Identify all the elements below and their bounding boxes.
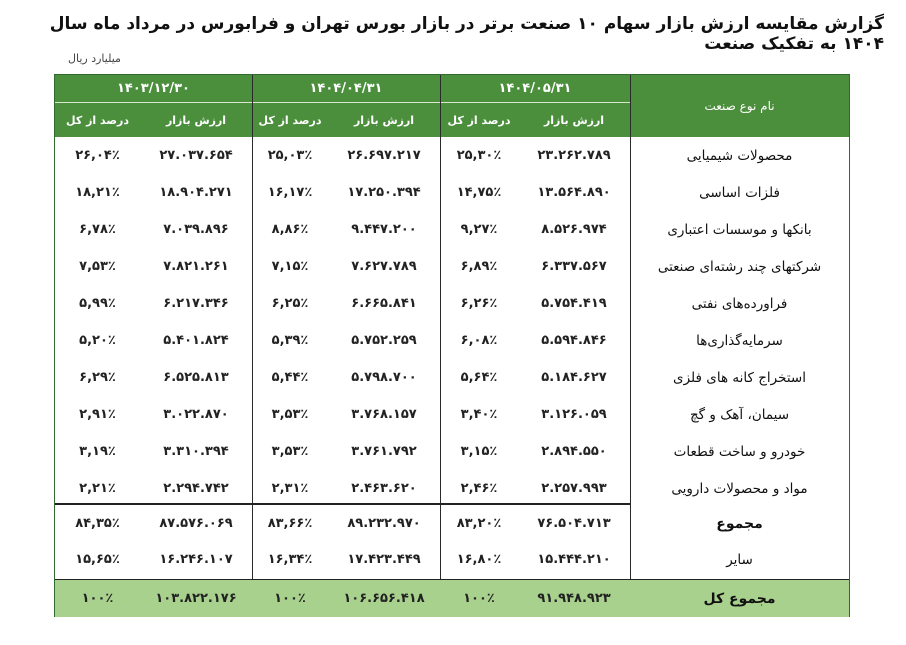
- percent-cell: ۸۳,۶۶٪: [267, 516, 313, 531]
- percent-cell: ۳,۴۰٪: [460, 407, 498, 422]
- percent-cell: ۹,۲۷٪: [460, 222, 498, 237]
- industry-name: مجموع: [716, 515, 763, 532]
- industry-name: بانکها و موسسات اعتباری: [667, 221, 812, 238]
- market-value-cell: ۱۳.۵۶۴.۸۹۰: [537, 185, 611, 200]
- percent-cell: ۶,۰۸٪: [460, 333, 498, 348]
- table-row: [55, 248, 849, 285]
- percent-cell: ۳,۱۵٪: [460, 444, 498, 459]
- percent-cell: ۶,۲۵٪: [271, 296, 309, 311]
- industry-column-header: نام نوع صنعت: [630, 75, 849, 137]
- market-value-cell: ۹.۴۴۷.۲۰۰: [351, 222, 417, 237]
- industry-name: شرکتهای چند رشته‌ای صنعتی: [657, 258, 822, 275]
- other-row: [55, 541, 849, 578]
- market-value-cell: ۳.۳۱۰.۳۹۴: [163, 444, 229, 459]
- percent-column-header: درصد از کل: [447, 113, 511, 127]
- period-date: ۱۴۰۳/۱۲/۳۰: [55, 75, 252, 103]
- industry-name: مواد و محصولات دارویی: [671, 480, 808, 497]
- period-date: ۱۴۰۴/۰۵/۳۱: [440, 75, 630, 103]
- market-value-cell: ۵.۴۰۱.۸۲۴: [163, 333, 229, 348]
- market-value-cell: ۵.۱۸۴.۶۲۷: [541, 370, 607, 385]
- percent-cell: ۸,۸۶٪: [271, 222, 309, 237]
- percent-column-header: درصد از کل: [258, 113, 322, 127]
- percent-cell: ۳,۱۹٪: [79, 444, 116, 459]
- percent-cell: ۱۸,۲۱٪: [75, 185, 120, 200]
- market-value-cell: ۷.۰۳۹.۸۹۶: [163, 222, 229, 237]
- market-value-cell: ۶.۵۲۵.۸۱۳: [163, 370, 229, 385]
- market-value-cell: ۷.۸۲۱.۲۶۱: [163, 259, 229, 274]
- percent-cell: ۵,۴۴٪: [271, 370, 309, 385]
- percent-cell: ۱۵,۶۵٪: [75, 552, 120, 567]
- grand-total-row: [55, 580, 849, 617]
- market-value-cell: ۶.۶۶۵.۸۴۱: [351, 296, 417, 311]
- value-column-header: ارزش بازار: [543, 113, 605, 127]
- market-value-cell: ۲.۲۵۷.۹۹۳: [541, 481, 607, 496]
- table-row: [55, 433, 849, 470]
- percent-cell: ۶,۷۸٪: [79, 222, 116, 237]
- report-title: گزارش مقایسه ارزش بازار سهام ۱۰ صنعت برتر در بازار بورس تهران و فرابورس در مرداد ماه سال ۱۴۰۴ به تفکیک صنعت: [49, 14, 884, 54]
- table-row: [55, 211, 849, 248]
- percent-cell: ۷,۵۳٪: [79, 259, 116, 274]
- percent-cell: ۲,۹۱٪: [79, 407, 116, 422]
- market-value-cell: ۶.۳۳۷.۵۶۷: [541, 259, 607, 274]
- value-column-header: ارزش بازار: [165, 113, 227, 127]
- value-column-header: ارزش بازار: [353, 113, 415, 127]
- sum-top-rule: [55, 503, 630, 505]
- market-value-cell: ۳.۷۶۱.۷۹۲: [351, 444, 417, 459]
- market-value-cell: ۲۶.۶۹۷.۲۱۷: [347, 148, 421, 163]
- market-value-cell: ۸.۵۲۶.۹۷۴: [541, 222, 607, 237]
- period-header-group: [440, 75, 630, 137]
- percent-cell: ۸۴,۳۵٪: [75, 516, 120, 531]
- percent-cell: ۱۰۰٪: [463, 591, 495, 606]
- market-value-cell: ۲.۲۹۴.۷۴۲: [163, 481, 229, 496]
- percent-cell: ۱۶,۳۴٪: [267, 552, 313, 567]
- market-value-cell: ۵.۵۹۴.۸۴۶: [541, 333, 607, 348]
- percent-cell: ۵,۶۴٪: [460, 370, 498, 385]
- market-value-cell: ۶.۲۱۷.۳۴۶: [163, 296, 229, 311]
- sum-row: [55, 505, 849, 542]
- table-row: [55, 396, 849, 433]
- market-value-cell: ۲۳.۲۶۲.۷۸۹: [537, 148, 611, 163]
- market-value-cell: ۸۷.۵۷۶.۰۶۹: [159, 516, 233, 531]
- percent-cell: ۶,۲۹٪: [79, 370, 116, 385]
- market-value-cell: ۲۷.۰۳۷.۶۵۴: [159, 148, 233, 163]
- market-value-cell: ۱۰۶.۶۵۶.۴۱۸: [343, 591, 425, 606]
- market-value-cell: ۸۹.۲۳۲.۹۷۰: [347, 516, 421, 531]
- market-value-cell: ۳.۱۲۶.۰۵۹: [541, 407, 607, 422]
- percent-cell: ۵,۹۹٪: [79, 296, 116, 311]
- percent-cell: ۵,۳۹٪: [271, 333, 309, 348]
- percent-cell: ۲,۲۱٪: [79, 481, 116, 496]
- industry-name: فلزات اساسی: [699, 184, 780, 201]
- market-value-cell: ۵.۷۵۴.۴۱۹: [541, 296, 607, 311]
- period-header-group: [55, 75, 252, 137]
- industry-name: سایر: [726, 551, 753, 568]
- unit-label: میلیارد ریال: [68, 52, 121, 65]
- market-value-cell: ۲.۴۶۳.۶۲۰: [351, 481, 417, 496]
- percent-cell: ۱۰۰٪: [81, 591, 114, 606]
- industry-name: سیمان، آهک و گچ: [689, 406, 790, 423]
- table-row: [55, 359, 849, 396]
- percent-cell: ۱۶,۱۷٪: [267, 185, 313, 200]
- percent-cell: ۲۶,۰۴٪: [75, 148, 120, 163]
- market-value-cell: ۱۵.۴۴۴.۲۱۰: [537, 552, 611, 567]
- market-value-table: [54, 74, 850, 617]
- industry-name: خودرو و ساخت قطعات: [673, 443, 806, 460]
- percent-cell: ۶,۲۶٪: [460, 296, 498, 311]
- percent-cell: ۵,۲۰٪: [79, 333, 116, 348]
- percent-cell: ۸۳,۲۰٪: [456, 516, 502, 531]
- market-value-cell: ۷۶.۵۰۴.۷۱۳: [537, 516, 611, 531]
- percent-cell: ۶,۸۹٪: [460, 259, 498, 274]
- percent-cell: ۱۰۰٪: [274, 591, 306, 606]
- percent-cell: ۲,۴۶٪: [460, 481, 498, 496]
- market-value-cell: ۱۷.۲۵۰.۳۹۴: [347, 185, 421, 200]
- percent-cell: ۳,۵۳٪: [271, 407, 309, 422]
- period-date: ۱۴۰۴/۰۴/۳۱: [252, 75, 440, 103]
- market-value-cell: ۵.۷۵۲.۲۵۹: [351, 333, 417, 348]
- market-value-cell: ۹۱.۹۴۸.۹۲۳: [537, 591, 611, 606]
- industry-name: مجموع کل: [703, 590, 776, 607]
- percent-cell: ۱۶,۸۰٪: [456, 552, 502, 567]
- percent-cell: ۲۵,۰۳٪: [267, 148, 313, 163]
- percent-cell: ۳,۵۳٪: [271, 444, 309, 459]
- table-row: [55, 285, 849, 322]
- market-value-cell: ۱۸.۹۰۴.۲۷۱: [159, 185, 233, 200]
- percent-cell: ۲۵,۳۰٪: [456, 148, 502, 163]
- industry-name: محصولات شیمیایی: [686, 147, 793, 164]
- industry-name: استخراج کانه های فلزی: [673, 369, 806, 386]
- percent-cell: ۷,۱۵٪: [271, 259, 309, 274]
- percent-cell: ۲,۳۱٪: [271, 481, 309, 496]
- table-row: [55, 322, 849, 359]
- percent-cell: ۱۴,۷۵٪: [456, 185, 502, 200]
- industry-name: فراورده‌های نفتی: [691, 295, 788, 312]
- industry-name: سرمایه‌گذاری‌ها: [696, 332, 783, 349]
- market-value-cell: ۱۶.۲۴۶.۱۰۷: [159, 552, 233, 567]
- table-row: [55, 137, 849, 174]
- total-top-rule: [55, 579, 849, 580]
- period-header-group: [252, 75, 440, 137]
- table-row: [55, 174, 849, 211]
- market-value-cell: ۱۰۳.۸۲۲.۱۷۶: [155, 591, 237, 606]
- table-row: [55, 470, 849, 507]
- market-value-cell: ۱۷.۴۲۳.۴۴۹: [347, 552, 421, 567]
- percent-column-header: درصد از کل: [66, 113, 129, 127]
- market-value-cell: ۲.۸۹۴.۵۵۰: [541, 444, 607, 459]
- market-value-cell: ۳.۷۶۸.۱۵۷: [351, 407, 417, 422]
- market-value-cell: ۳.۰۲۲.۸۷۰: [163, 407, 229, 422]
- market-value-cell: ۵.۷۹۸.۷۰۰: [351, 370, 417, 385]
- market-value-cell: ۷.۶۲۷.۷۸۹: [351, 259, 417, 274]
